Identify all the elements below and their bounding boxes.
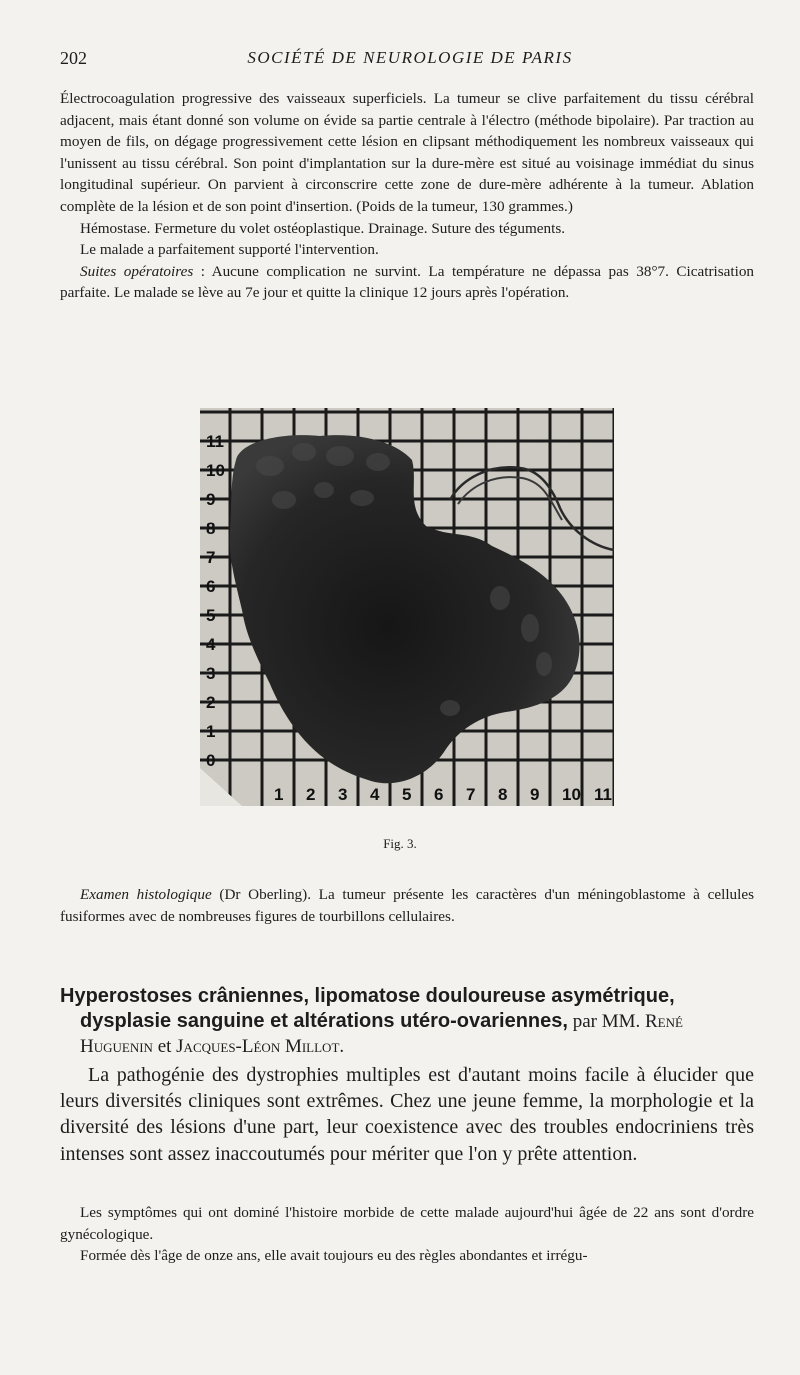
scale-label: 1 (206, 722, 216, 741)
scale-label: 7 (206, 548, 216, 567)
paragraph-label: Suites opératoires (80, 262, 194, 280)
scale-label: 10 (206, 461, 225, 480)
article-title (60, 984, 754, 1060)
authors-prefix: par MM. (567, 1010, 645, 1032)
author-name: Jacques-Léon Millot (176, 1036, 340, 1057)
scale-label: 5 (206, 606, 216, 625)
paragraph-text: : Aucune complication ne survint. La température ne dépassa pas 38°7. Cicatrisation parfaite. Le malade se lève au 7e jour et quitte la clinique 12 jours après l'opération. (60, 262, 755, 302)
case-history (60, 1202, 754, 1267)
paragraph: Le malade a parfaitement supporté l'intervention. (80, 241, 379, 259)
scale-label: 7 (466, 785, 476, 804)
page-number: 202 (60, 48, 87, 68)
scale-label: 8 (206, 519, 216, 538)
scale-label: 10 (562, 785, 581, 804)
scale-label: 8 (498, 785, 508, 804)
introduction (60, 1062, 754, 1167)
histology-note (60, 884, 754, 927)
running-head (60, 48, 760, 72)
paragraph (60, 261, 754, 304)
paragraph: La pathogénie des dystrophies multiples est d'autant moins facile à élucider que leurs diversités cliniques sont extrêmes. Chez une jeune femme, la morphologie et la diversité des lésions d'une part, leur coexistence avec des troubles endocriniens très intenses sont assez inaccoutumés pour mériter que l'on y prête attention. (60, 1064, 754, 1165)
tumor-photograph (200, 408, 614, 806)
scale-label: 2 (206, 693, 216, 712)
scale-label: 0 (206, 751, 216, 770)
scale-label: 3 (206, 664, 216, 683)
title-line: Hyperostoses crâniennes, lipomatose douloureuse asymétrique, (60, 985, 675, 1007)
scale-label: 11 (206, 432, 224, 451)
paragraph-label: Examen histologique (80, 886, 212, 903)
scale-label: 4 (370, 785, 380, 804)
paragraph: Formée dès l'âge de onze ans, elle avait toujours eu des règles abondantes et irrégu- (80, 1247, 588, 1265)
paragraph: Les symptômes qui ont dominé l'histoire morbide de cette malade aujourd'hui âgée de 22 ans sont d'ordre gynécologique. (60, 1204, 754, 1243)
paragraph-text: (Dr Oberling). La tumeur présente les caractères d'un méningoblastome à cellules fusiformes avec de nombreuses figures de tourbillons cellulaires. (60, 886, 754, 925)
scale-label: 9 (530, 785, 540, 804)
authors-joiner: et (152, 1036, 177, 1057)
paragraph (60, 884, 754, 927)
scale-label: 5 (402, 785, 412, 804)
scale-label: 6 (434, 785, 444, 804)
paragraph: Électrocoagulation progressive des vaisseaux superficiels. La tumeur se clive parfaitement du tissu cérébral adjacent, mais étant donné son volume on évide sa partie centrale à l'électro (méthode bipolaire). Par traction au moyen de fils, on dégage progressivement cette lésion en clipsant méthodiquement les nombreux vaisseaux qui l'unissent au tissu cérébral. Son point d'implantation sur la dure-mère est situé au voisinage immédiat du sinus longitudinal supérieur. On parvient à circonscrire cette zone de dure-mère adhérente à la tumeur. Ablation complète de la lésion et de son point d'insertion. (Poids de la tumeur, 130 grammes.) (60, 90, 754, 215)
authors-end: . (339, 1036, 345, 1057)
scale-label: 3 (338, 785, 348, 804)
operation-report (60, 88, 754, 304)
scale-label: 11 (594, 785, 612, 804)
photograph-drawing (200, 408, 614, 806)
scale-label: 4 (206, 635, 216, 654)
figure-caption: Fig. 3. (383, 836, 417, 851)
scale-label: 6 (206, 577, 216, 596)
scale-label: 2 (306, 785, 316, 804)
journal-title: SOCIÉTÉ DE NEUROLOGIE DE PARIS (247, 48, 573, 67)
scale-label: 9 (206, 490, 216, 509)
author-name: René Huguenin (80, 1010, 683, 1057)
title-line: dysplasie sanguine et altérations utéro-ovariennes, (80, 1009, 568, 1032)
scale-label: 1 (274, 785, 284, 804)
paragraph: Hémostase. Fermeture du volet ostéoplastique. Drainage. Suture des téguments. (80, 219, 566, 237)
